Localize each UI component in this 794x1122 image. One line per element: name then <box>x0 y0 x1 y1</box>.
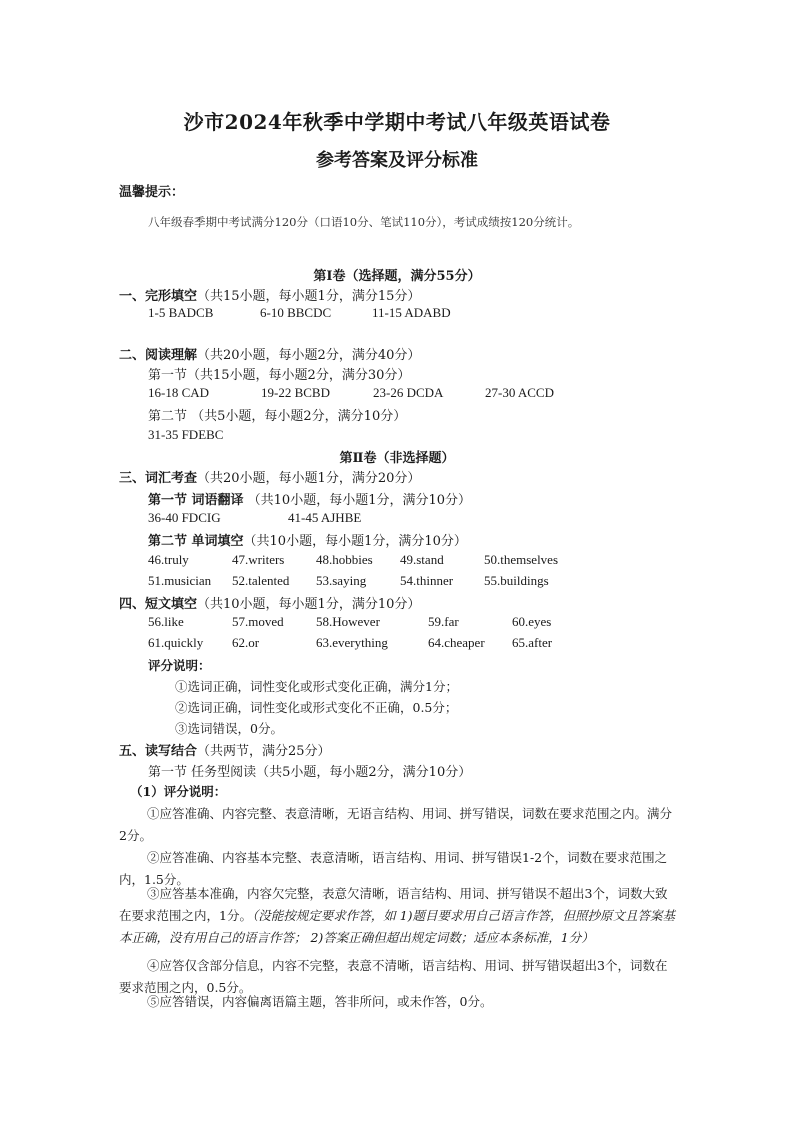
grading-item: ②选词正确，词性变化或形式变化不正确，0.5分； <box>175 700 458 715</box>
tip-text: 八年级春季期中考试满分120分（口语10分、笔试110分），考试成绩按120分统计。 <box>148 215 580 229</box>
word-answer: 50.themselves <box>484 552 559 567</box>
answer-group: 23-26 DCDA <box>373 385 444 400</box>
word-answer: 61.quickly <box>148 635 204 650</box>
volume2-heading: 第Ⅱ卷（非选择题） <box>339 451 455 466</box>
word-answer: 60.eyes <box>512 614 552 629</box>
word-answer: 52.talented <box>232 573 290 588</box>
part3-answers1 <box>148 510 361 526</box>
part2-section2: 第二节 （共5小题，每小题2分，满分10分） <box>148 409 407 424</box>
part5-header <box>119 740 331 759</box>
grading-paragraph <box>119 883 679 949</box>
word-answer: 65.after <box>512 635 553 650</box>
word-answer: 49.stand <box>400 552 444 567</box>
part3-row2 <box>148 573 549 589</box>
part4-header <box>119 593 420 612</box>
word-answer: 53.saying <box>316 573 367 588</box>
part4-title: 四、短文填空 <box>119 597 198 612</box>
part3-section2 <box>148 530 467 549</box>
part3-title: 三、词汇考查 <box>119 471 198 486</box>
grading-item-4: ④应答仅含部分信息，内容不完整，表意不清晰，语言结构、用词、拼写错误超出3个，词数在要求范围之内，0.5分。 <box>119 958 668 995</box>
part3-section2-title: 第二节 单词填空 <box>148 534 244 549</box>
answer-group: 11-15 ADABD <box>372 305 451 320</box>
grading-paragraph <box>119 991 679 1013</box>
grading-item-5: ⑤应答错误，内容偏离语篇主题，答非所问，或未作答，0分。 <box>147 994 493 1009</box>
part2-section1: 第一节（共15小题，每小题2分，满分30分） <box>148 368 411 383</box>
answer-group: 1-5 BADCB <box>148 305 214 320</box>
part5-title: 五、读写结合 <box>119 744 198 759</box>
word-answer: 56.like <box>148 614 184 629</box>
tip-heading: 温馨提示： <box>119 185 185 200</box>
answer-group: 6-10 BBCDC <box>260 305 332 320</box>
answer-group: 19-22 BCBD <box>261 385 330 400</box>
part1-title: 一、完形填空 <box>119 289 198 304</box>
answer-group: 16-18 CAD <box>148 385 210 400</box>
part2-title: 二、阅读理解 <box>119 348 198 363</box>
grading-paragraph <box>119 803 679 847</box>
grading-item: ③选词错误，0分。 <box>175 721 283 736</box>
part3-note: （共20小题，每小题1分，满分20分） <box>197 471 421 486</box>
part2-note: （共20小题，每小题2分，满分40分） <box>197 348 421 363</box>
part1-answers <box>148 305 451 321</box>
part2-answers1 <box>148 385 554 401</box>
part3-section1-title: 第一节 词语翻译 <box>148 493 244 508</box>
answer-group: 36-40 FDCIG <box>148 510 221 525</box>
part2-header <box>119 344 420 363</box>
answer-group: 41-45 AJHBE <box>288 510 362 525</box>
part3-row1 <box>148 552 558 568</box>
page-title: 沙市2024年秋季中学期中考试八年级英语试卷 <box>183 110 611 134</box>
part4-row1 <box>148 614 551 630</box>
part1-header <box>119 285 420 304</box>
word-answer: 62.or <box>232 635 260 650</box>
word-answer: 51.musician <box>148 573 212 588</box>
part5-section1: 第一节 任务型阅读（共5小题，每小题2分，满分10分） <box>148 765 472 780</box>
answer-group: 27-30 ACCD <box>485 385 554 400</box>
word-answer: 46.truly <box>148 552 189 567</box>
part4-grading-title: 评分说明： <box>148 658 211 673</box>
part3-section1-note: （共10小题，每小题1分，满分10分） <box>243 493 472 508</box>
word-answer: 58.However <box>316 614 380 629</box>
word-answer: 47.writers <box>232 552 285 567</box>
part5-note: （共两节，满分25分） <box>197 744 331 759</box>
word-answer: 59.far <box>428 614 459 629</box>
grading-item: ①选词正确，词性变化或形式变化正确，满分1分； <box>175 679 458 694</box>
page-subtitle: 参考答案及评分标准 <box>316 150 478 171</box>
word-answer: 48.hobbies <box>316 552 373 567</box>
part1-note: （共15小题，每小题1分，满分15分） <box>197 289 421 304</box>
volume1-heading: 第Ⅰ卷（选择题，满分55分） <box>313 269 481 284</box>
grading-item-3-note: （没能按规定要求作答，如 1)题目要求用自己语言作答，但照抄原文且答案基本正确，没有用自己的语言作答； 2)答案正确但超出规定词数；适应本条标准，1分） <box>119 908 676 945</box>
word-answer: 54.thinner <box>400 573 454 588</box>
grading-item-3: ③应答基本准确，内容欠完整，表意欠清晰，语言结构、用词、拼写错误不超出3个，词数大致在要求范围之内，1分。 <box>119 886 668 923</box>
grading-item-1: ①应答准确、内容完整、表意清晰，无语言结构、用词、拼写错误，词数在要求范围之内。满分2分。 <box>119 806 673 843</box>
part3-header <box>119 467 420 486</box>
word-answer: 55.buildings <box>484 573 549 588</box>
part4-row2 <box>148 635 552 651</box>
part4-note: （共10小题，每小题1分，满分10分） <box>197 597 421 612</box>
part2-answers2: 31-35 FDEBC <box>148 427 224 442</box>
grading-item-2: ②应答准确、内容基本完整、表意清晰，语言结构、用词、拼写错误1-2个，词数在要求范围之内，1.5分。 <box>119 850 668 887</box>
part5-grading-title: （1）评分说明： <box>130 784 227 799</box>
word-answer: 57.moved <box>232 614 284 629</box>
word-answer: 64.cheaper <box>428 635 485 650</box>
word-answer: 63.everything <box>316 635 388 650</box>
part3-section1 <box>148 489 471 508</box>
part3-section2-note: （共10小题，每小题1分，满分10分） <box>243 534 467 549</box>
